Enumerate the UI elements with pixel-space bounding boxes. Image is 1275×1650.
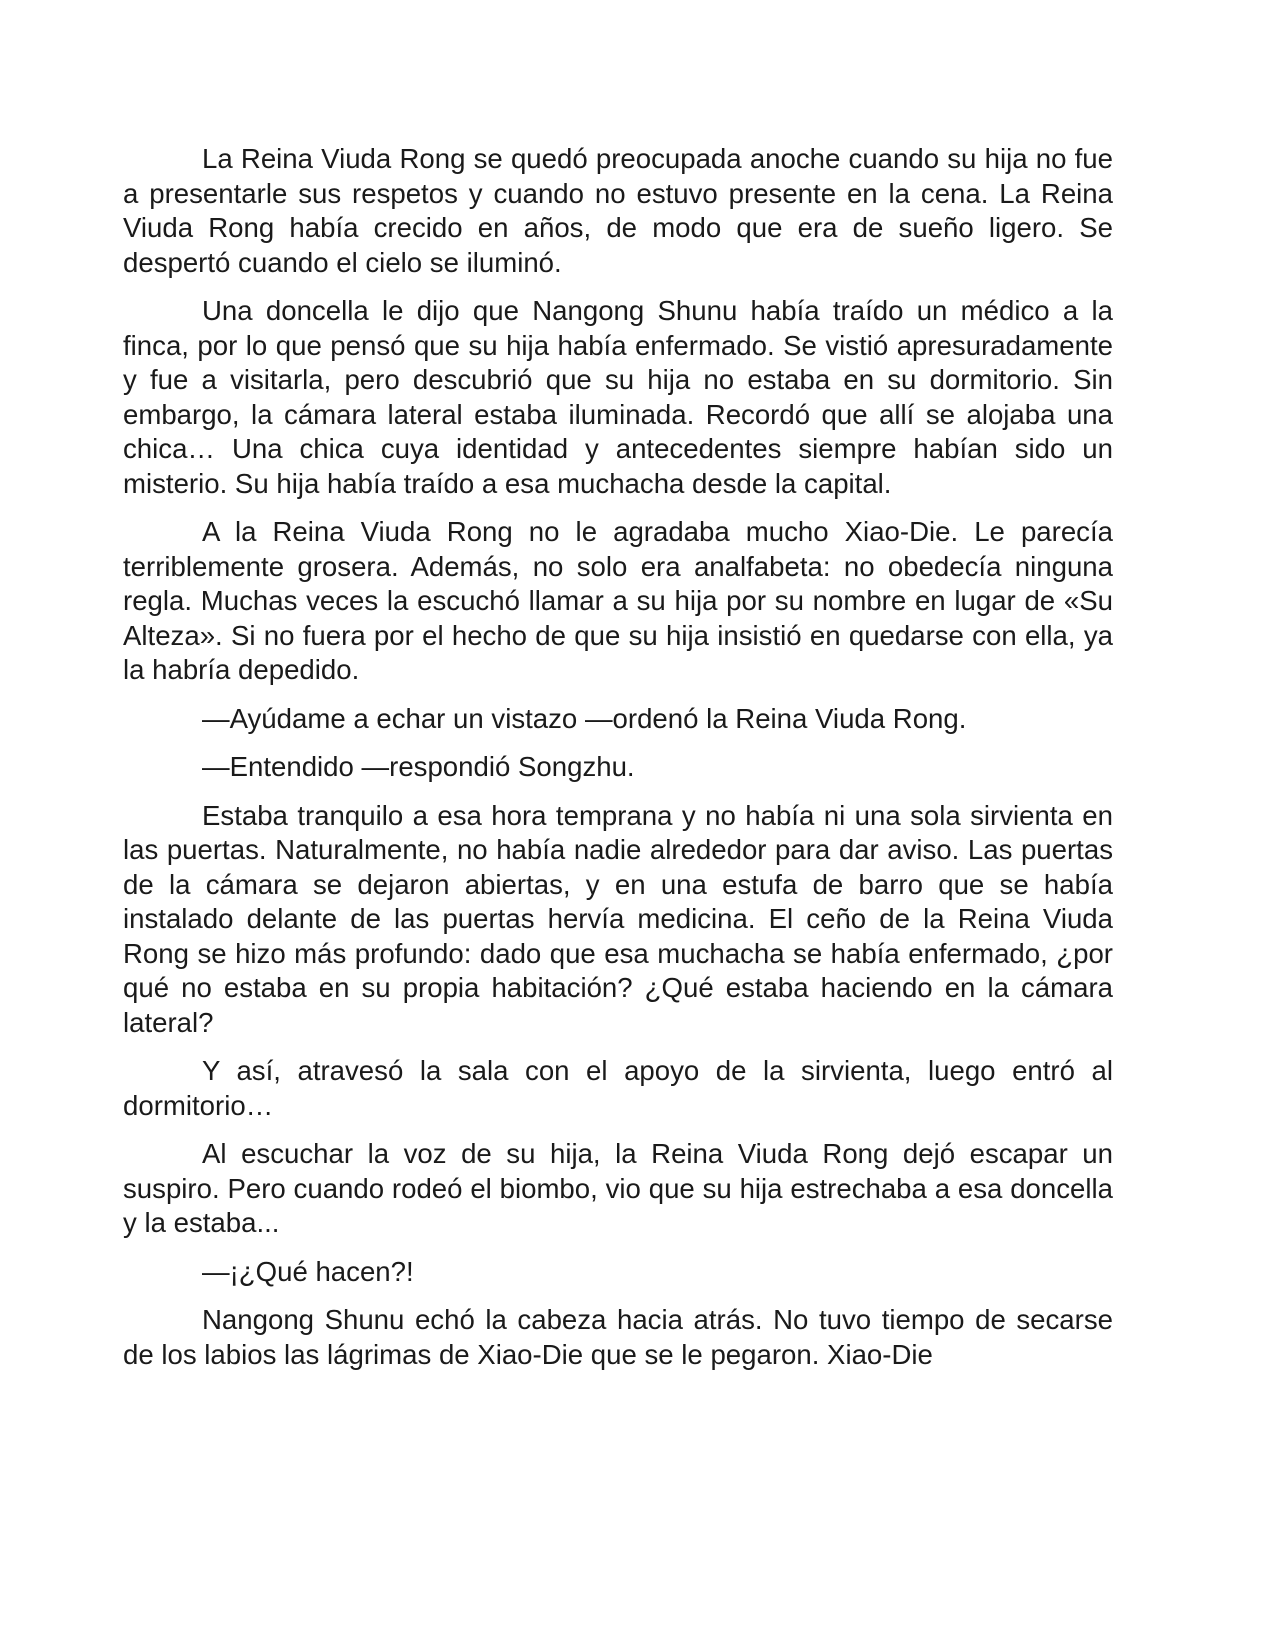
paragraph: Una doncella le dijo que Nangong Shunu había traído un médico a la finca, por lo que pensó que su hija había enfermado. Se vistió apresuradamente y fue a visitarla, pero descubrió que su hija no estaba en su dormitorio. Sin embargo, la cámara lateral estaba iluminada. Recordó que allí se alojaba una chica… Una chica cuya identidad y antecedentes siempre habían sido un misterio. Su hija había traído a esa muchacha desde la capital. [123, 295, 1113, 499]
paragraph: Estaba tranquilo a esa hora temprana y no había ni una sola sirvienta en las puertas. Naturalmente, no había nadie alrededor para dar aviso. Las puertas de la cámara se dejaron abiertas, y en una estufa de barro que se había instalado delante de las puertas hervía medicina. El ceño de la Reina Viuda Rong se hizo más profundo: dado que esa muchacha se había enfermado, ¿por qué no estaba en su propia habitación? ¿Qué estaba haciendo en la cámara lateral? [123, 799, 1113, 1038]
dialogue-line: —Ayúdame a echar un vistazo —ordenó la Reina Viuda Rong. [202, 702, 967, 734]
paragraph: Al escuchar la voz de su hija, la Reina Viuda Rong dejó escapar un suspiro. Pero cuando rodeó el biombo, vio que su hija estrechaba a esa doncella y la estaba... [123, 1138, 1113, 1238]
dialogue-line: —¡¿Qué hacen?! [202, 1255, 414, 1287]
document-page [123, 142, 1113, 1386]
paragraph: Nangong Shunu echó la cabeza hacia atrás. No tuvo tiempo de secarse de los labios las lágrimas de Xiao-Die que se le pegaron. Xiao-Die [123, 1304, 1113, 1370]
paragraph: Y así, atravesó la sala con el apoyo de la sirvienta, luego entró al dormitorio… [123, 1055, 1113, 1121]
dialogue-line: —Entendido —respondió Songzhu. [202, 751, 635, 782]
paragraph: A la Reina Viuda Rong no le agradaba mucho Xiao-Die. Le parecía terriblemente grosera. Además, no solo era analfabeta: no obedecía ninguna regla. Muchas veces la escuchó llamar a su hija por su nombre en lugar de «Su Alteza». Si no fuera por el hecho de que su hija insistió en quedarse con ella, ya la habría depedido. [123, 516, 1113, 685]
paragraph: La Reina Viuda Rong se quedó preocupada anoche cuando su hija no fue a presentarle sus respetos y cuando no estuvo presente en la cena. La Reina Viuda Rong había crecido en años, de modo que era de sueño ligero. Se despertó cuando el cielo se iluminó. [123, 143, 1113, 278]
